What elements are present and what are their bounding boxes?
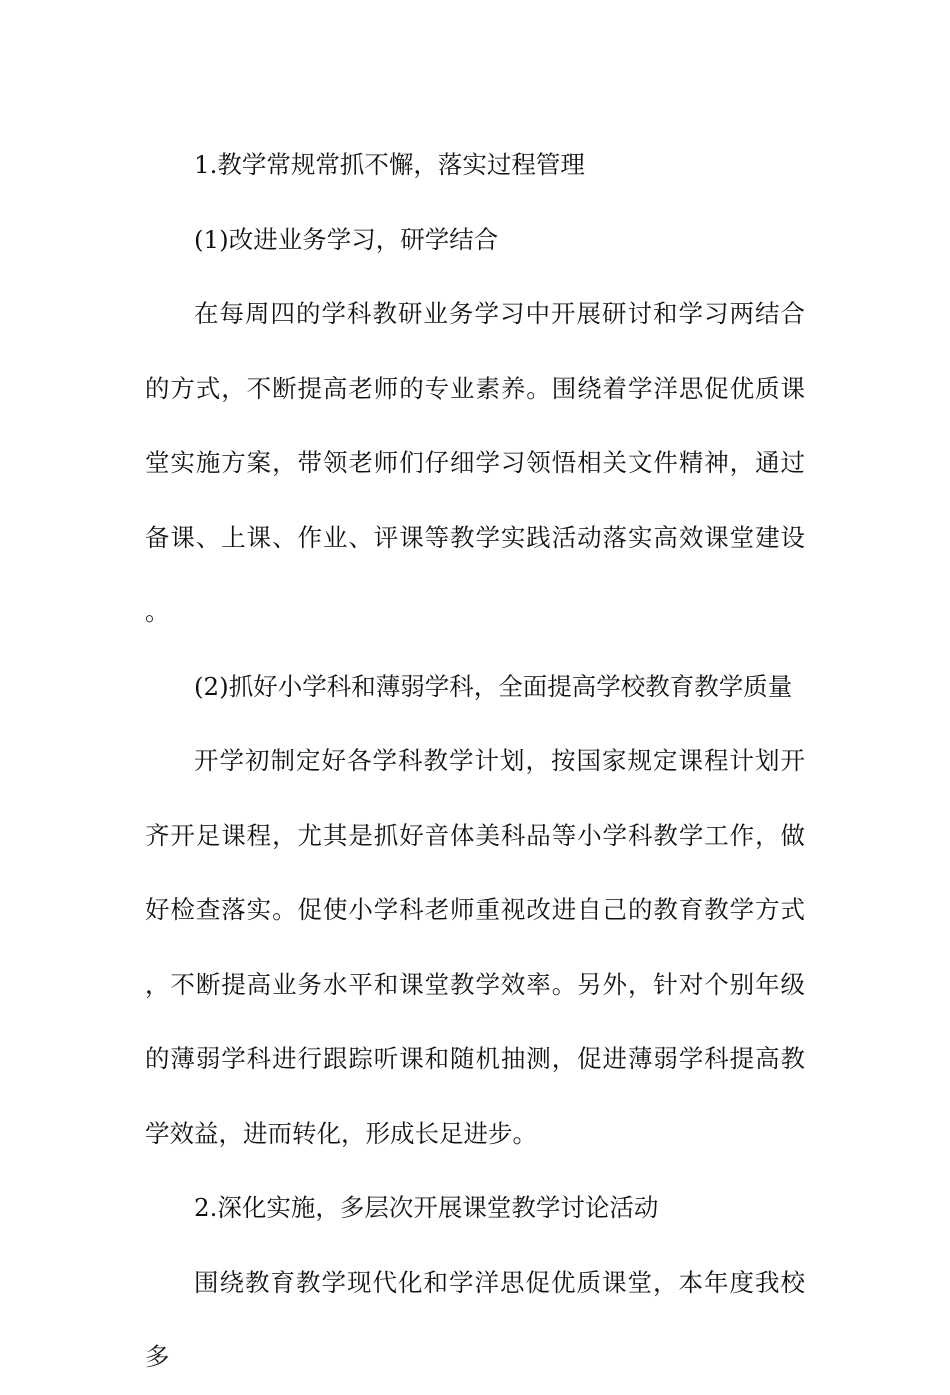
section-heading-1: 1.教学常规常抓不懈，落实过程管理 (194, 150, 585, 179)
body-paragraph: 围绕教育教学现代化和学洋思促优质课堂，本年度我校多 (145, 1267, 805, 1371)
section-heading-2: 2.深化实施，多层次开展课堂教学讨论活动 (194, 1193, 659, 1222)
subsection-heading-1-2: (2)抓好小学科和薄弱学科，全面提高学校教育教学质量 (194, 671, 793, 701)
body-paragraph: 开学初制定好各学科教学计划，按国家规定课程计划开齐开足课程，尤其是抓好音体美科品等小学科教学工作，做好检查落实。促使小学科老师重视改进自己的教育教学方式，不断提高业务水平和课堂教学效率。另外，针对个别年级的薄弱学科进行跟踪听课和随机抽测，促进薄弱学科提高教学效益，进而转化，形成长足进步。 (145, 746, 805, 1148)
body-paragraph: 在每周四的学科教研业务学习中开展研讨和学习两结合的方式，不断提高老师的专业素养。围绕着学洋思促优质课堂实施方案，带领老师们仔细学习领悟相关文件精神，通过备课、上课、作业、评课等教学实践活动落实高效课堂建设。 (145, 299, 805, 626)
document-body (145, 128, 805, 1395)
subsection-heading-1-1: (1)改进业务学习，研学结合 (194, 224, 499, 254)
